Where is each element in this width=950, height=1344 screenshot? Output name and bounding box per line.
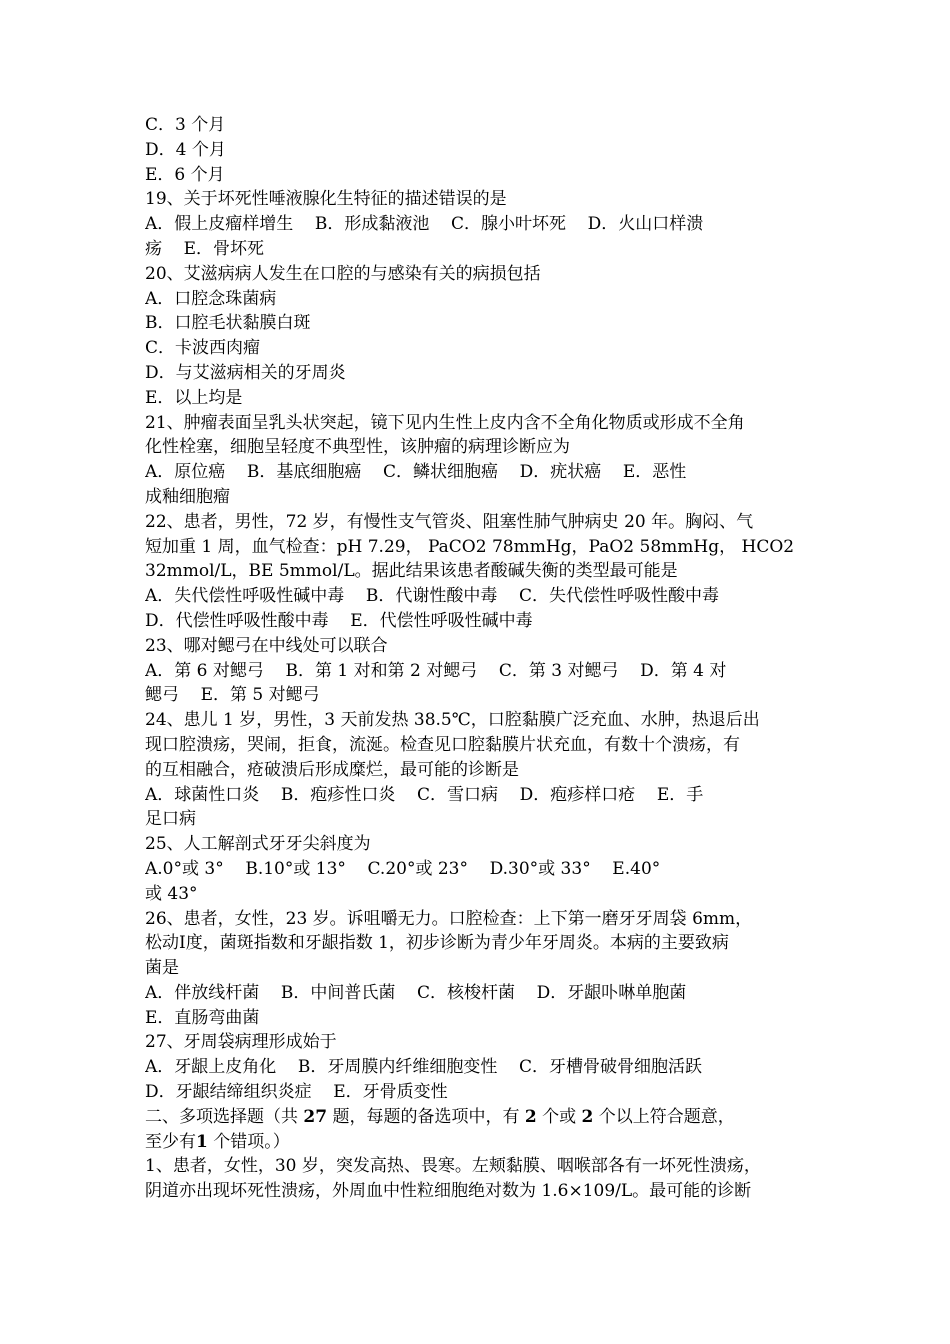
text-line: 化性栓塞，细胞呈轻度不典型性，该肿瘤的病理诊断应为 (145, 437, 570, 458)
text-line: A．口腔念珠菌病 (145, 288, 277, 309)
text-line: E．以上均是 (145, 387, 243, 408)
text-line: 19、关于坏死性唾液腺化生特征的描述错误的是 (145, 189, 507, 210)
text-line: E．6 个月 (145, 164, 225, 185)
text-line: A．原位癌 B．基底细胞癌 C．鳞状细胞癌 D．疣状癌 E．恶性 (145, 462, 687, 483)
section-heading-line-1 (145, 1105, 810, 1130)
text-line: C．3 个月 (145, 115, 226, 135)
text-line: 疡 E．骨坏死 (145, 238, 265, 259)
text-line: 20、艾滋病病人发生在口腔的与感染有关的病损包括 (145, 263, 541, 284)
section-heading-text: 个或 (536, 1106, 582, 1127)
section-heading-text: 个错项。） (207, 1131, 290, 1152)
option-count: 2 (524, 1106, 537, 1127)
text-line: 22、患者，男性，72 岁，有慢性支气管炎、阻塞性肺气肿病史 20 年。胸闷、气 (145, 511, 754, 532)
wrong-count: 1 (196, 1131, 208, 1152)
text-line: A．伴放线杆菌 B．中间普氏菌 C．核梭杆菌 D．牙龈卟啉单胞菌 (145, 982, 687, 1003)
text-line: A.0°或 3° B.10°或 13° C.20°或 23° D.30°或 33° E.40° (145, 858, 661, 879)
text-line: D．牙龈结缔组织炎症 E．牙骨质变性 (145, 1082, 448, 1103)
text-line: 鳃弓 E．第 5 对鳃弓 (145, 685, 320, 706)
text-line: E．直肠弯曲菌 (145, 1007, 260, 1028)
text-line: D．与艾滋病相关的牙周炎 (145, 362, 346, 383)
text-line: 32mmol/L，BE 5mmol/L。据此结果该患者酸碱失衡的类型最可能是 (145, 561, 678, 582)
text-line: 21、肿瘤表面呈乳头状突起，镜下见内生性上皮内含不全角化物质或形成不全角 (145, 412, 745, 433)
text-line: A．第 6 对鳃弓 B．第 1 对和第 2 对鳃弓 C．第 3 对鳃弓 D．第 4 对 (145, 660, 727, 681)
text-line: B．口腔毛状黏膜白斑 (145, 313, 311, 334)
section-heading-text: 二、多项选择题（共 (145, 1106, 304, 1127)
text-line: 25、人工解剖式牙牙尖斜度为 (145, 834, 371, 855)
text-line: A．球菌性口炎 B．疱疹性口炎 C．雪口病 D．疱疹样口疮 E．手 (145, 784, 704, 805)
text-line: 松动Ⅰ度，菌斑指数和牙龈指数 1，初步诊断为青少年牙周炎。本病的主要致病 (145, 933, 729, 954)
document-page (145, 113, 810, 1204)
section-heading-text: 至少有 (145, 1131, 196, 1152)
section-heading-line-2 (145, 1130, 810, 1155)
text-line: A．牙龈上皮角化 B．牙周膜内纤维细胞变性 C．牙槽骨破骨细胞活跃 (145, 1057, 703, 1078)
text-line: 足口病 (145, 809, 196, 830)
text-line: D．代偿性呼吸性酸中毒 E．代偿性呼吸性碱中毒 (145, 610, 533, 631)
text-line: 或 43° (145, 883, 198, 904)
text-line: 短加重 1 周，血气检查：pH 7.29， PaCO2 78mmHg，PaO2 58mmHg， HCO2 (145, 536, 795, 557)
section-heading-text: 题，每题的备选项中，有 (327, 1106, 525, 1127)
text-line: 26、患者，女性，23 岁。诉咀嚼无力。口腔检查：上下第一磨牙牙周袋 6mm， (145, 908, 753, 929)
question-lines (145, 113, 810, 1105)
text-line: 1、患者，女性，30 岁，突发高热、畏寒。左颊黏膜、咽喉部各有一坏死性溃疡， (145, 1156, 761, 1177)
text-line: A．假上皮瘤样增生 B．形成黏液池 C．腺小叶坏死 D．火山口样溃 (145, 214, 704, 235)
text-line: 现口腔溃疡，哭闹，拒食，流涎。检查见口腔黏膜片状充血，有数十个溃疡，有 (145, 734, 740, 755)
text-line: 成釉细胞瘤 (145, 486, 230, 507)
text-line: A．失代偿性呼吸性碱中毒 B．代谢性酸中毒 C．失代偿性呼吸性酸中毒 (145, 586, 720, 607)
section-heading-text: 个以上符合题意， (593, 1106, 735, 1127)
text-line: 菌是 (145, 958, 179, 979)
text-line: 24、患儿 1 岁，男性，3 天前发热 38.5℃，口腔黏膜广泛充血、水肿，热退后出 (145, 710, 760, 731)
text-line: D．4 个月 (145, 139, 226, 160)
option-count: 2 (581, 1106, 594, 1127)
text-line: 23、哪对鳃弓在中线处可以联合 (145, 635, 388, 656)
text-line: 27、牙周袋病理形成始于 (145, 1032, 337, 1053)
text-line: 阴道亦出现坏死性溃疡，外周血中性粒细胞绝对数为 1.6×109/L。最可能的诊断 (145, 1181, 752, 1202)
next-question-lines (145, 1154, 810, 1204)
text-line: 的互相融合，疮破溃后形成糜烂，最可能的诊断是 (145, 759, 519, 780)
text-line: C．卡波西肉瘤 (145, 338, 261, 359)
question-count: 27 (303, 1106, 328, 1127)
